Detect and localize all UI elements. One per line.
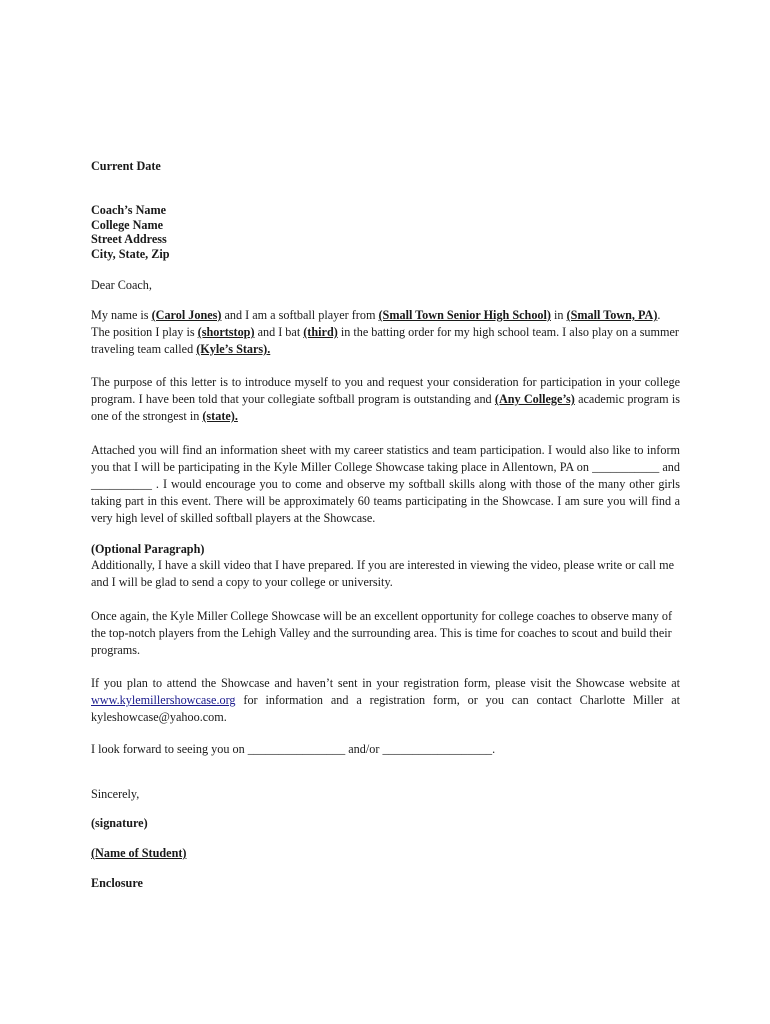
- state-field: (state).: [202, 409, 238, 423]
- college-field: (Any College’s): [494, 392, 575, 406]
- signature-line: (signature): [91, 816, 148, 830]
- attached-paragraph: Attached you will find an information sheet with my career statistics and team participation. I would also like to inform you that I will be participating in the Kyle Miller College Showcase taking place in Allentown, PA on ___________ and __________ . I would encourage you to come and observe my softball skills along with those of the many other girls taking part in this event. There will be approximately 60 teams participating in the Showcase. I am sure you will find a very high level of skilled softball players at the Showcase.: [91, 443, 680, 525]
- showcase-website-link[interactable]: www.kylemillershowcase.org: [91, 693, 236, 707]
- batting-order-field: (third): [303, 325, 338, 339]
- closing-line: Sincerely,: [91, 787, 140, 801]
- optional-heading: (Optional Paragraph): [91, 542, 205, 556]
- registration-paragraph: If you plan to attend the Showcase and haven’t sent in your registration form, please visit the Showcase website at www.kylemillershowcase.org for information and a registration form, or you can contact Charlotte Miller at kyleshowcase@yahoo.com.: [91, 676, 680, 724]
- team-name-field: (Kyle’s Stars).: [196, 342, 271, 356]
- closing-paragraph: I look forward to seeing you on ________________ and/or __________________.: [91, 742, 496, 756]
- student-name-line: (Name of Student): [91, 846, 187, 860]
- position-field: (shortstop): [197, 325, 255, 339]
- showcase-paragraph: Once again, the Kyle Miller College Showcase will be an excellent opportunity for college coaches to observe many of the top-notch players from the Lehigh Valley and the surrounding area. This is time for coaches to scout and build their programs.: [91, 609, 673, 657]
- town-field: (Small Town, PA): [566, 308, 658, 322]
- coach-name: Coach’s Name: [91, 203, 167, 217]
- intro-paragraph: My name is (Carol Jones) and I am a softball player from (Small Town Senior High School) in (Small Town, PA). The position I play is (shortstop) and I bat (third) in the batting order for my high school team. I also play on a summer traveling team called (Kyle’s Stars).: [91, 308, 679, 356]
- college-name: College Name: [91, 217, 164, 232]
- date-line: Current Date: [91, 159, 161, 173]
- salutation: Dear Coach,: [91, 278, 152, 292]
- street-address: Street Address: [91, 232, 167, 246]
- optional-paragraph: Additionally, I have a skill video that I have prepared. If you are interested in viewing the video, please write or call me and I will be glad to send a copy to your college or university.: [91, 558, 674, 589]
- city-state-zip: City, State, Zip: [91, 246, 170, 261]
- school-field: (Small Town Senior High School): [378, 308, 551, 322]
- recipient-address: [91, 203, 680, 261]
- enclosure-line: Enclosure: [91, 876, 143, 890]
- player-name-field: (Carol Jones): [151, 308, 222, 322]
- purpose-paragraph: The purpose of this letter is to introduce myself to you and request your consideration for participation in your college program. I have been told that your collegiate softball program is outstanding and (Any College’s) academic program is one of the strongest in (state).: [91, 375, 680, 423]
